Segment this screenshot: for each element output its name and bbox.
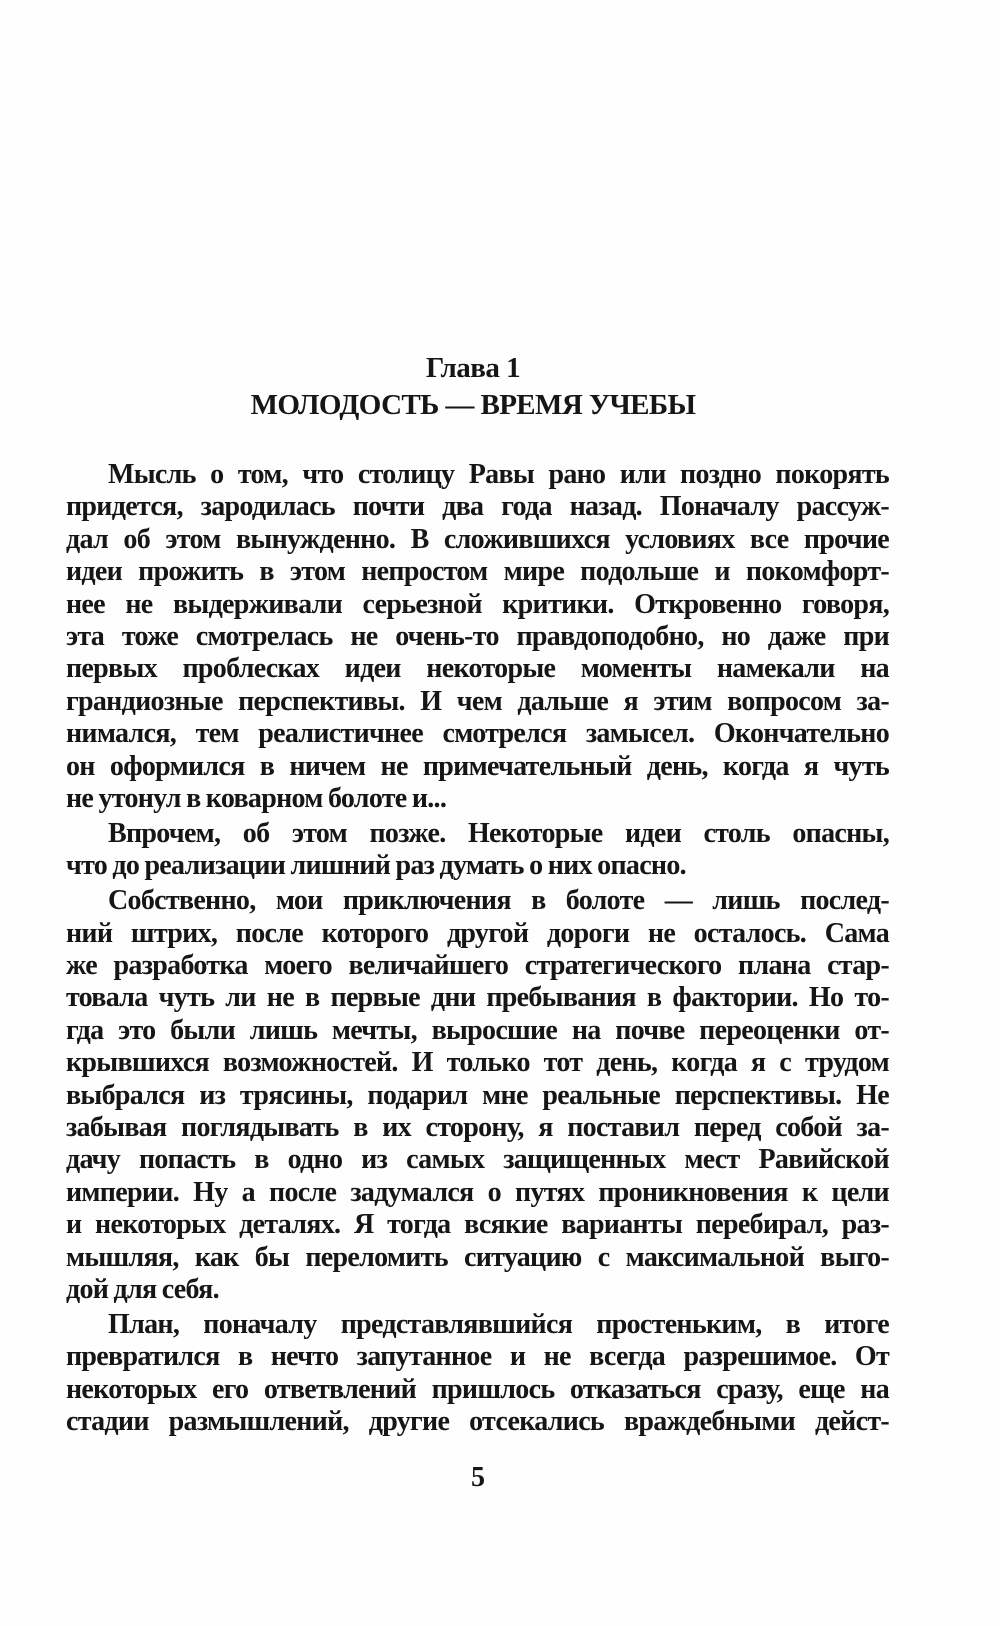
text-line: товала чуть ли не в первые дни пребывания в фактории. Но то-	[66, 982, 889, 1014]
text-line: же разработка моего величайшего стратегического плана стар-	[66, 950, 889, 982]
text-line: империи. Ну а после задумался о путях проникновения к цели	[66, 1176, 889, 1208]
text-line: Собственно, мои приключения в болоте — лишь послед-	[108, 885, 889, 917]
text-line: крывшихся возможностей. И только тот день, когда я с трудом	[66, 1047, 889, 1079]
paragraph	[66, 818, 889, 883]
chapter-label: Глава 1	[425, 352, 521, 384]
text-line: дачу попасть в одно из самых защищенных мест Равийской	[66, 1144, 889, 1176]
text-line: эта тоже смотрелась не очень-то правдоподобно, но даже при	[66, 620, 889, 652]
text-line: он оформился в ничем не примечательный день, когда я чуть	[66, 750, 889, 782]
text-line: гда это были лишь мечты, выросшие на почве переоценки от-	[66, 1014, 889, 1046]
text-line: выбрался из трясины, подарил мне реальные перспективы. Не	[66, 1079, 889, 1111]
text-line: грандиозные перспективы. И чем дальше я этим вопросом за-	[66, 685, 889, 717]
text-line: придется, зародилась почти два года назад. Поначалу рассуж-	[66, 491, 889, 523]
text-line: План, поначалу представлявшийся простеньким, в итоге	[108, 1308, 889, 1340]
text-line: дал об этом вынужденно. В сложившихся условиях все прочие	[66, 523, 889, 555]
text-line: ний штрих, после которого другой дороги не осталось. Сама	[66, 917, 889, 949]
paragraph	[66, 459, 889, 815]
text-line: некоторых его ответвлений пришлось отказаться сразу, еще на	[66, 1373, 889, 1405]
text-line: превратился в нечто запутанное и не всегда разрешимое. От	[66, 1341, 889, 1373]
paragraph	[66, 885, 889, 1306]
paragraph	[66, 1309, 889, 1439]
text-line: забывая поглядывать в их сторону, я поставил перед собой за-	[66, 1112, 889, 1143]
chapter-body	[66, 459, 889, 1439]
text-line: что до реализации лишний раз думать о них опасно.	[66, 850, 686, 882]
text-line: нимался, тем реалистичнее смотрелся замысел. Окончательно	[66, 718, 889, 750]
text-line: не утонул в коварном болоте и...	[66, 782, 447, 814]
text-line: дой для себя.	[66, 1273, 219, 1305]
text-line: идеи прожить в этом непростом мире подольше и покомфорт-	[66, 556, 889, 588]
text-line: первых проблесках идеи некоторые моменты намекали на	[66, 653, 889, 685]
text-line: мышляя, как бы переломить ситуацию с максимальной выго-	[66, 1241, 889, 1273]
chapter-title: МОЛОДОСТЬ — ВРЕМЯ УЧЕБЫ	[250, 389, 696, 421]
text-line: стадии размышлений, другие отсекались враждебными дейст-	[66, 1406, 889, 1438]
text-line: нее не выдерживали серьезной критики. Откровенно говоря,	[66, 588, 889, 620]
page-number: 5	[471, 1462, 485, 1493]
text-line: Впрочем, об этом позже. Некоторые идеи столь опасны,	[108, 817, 889, 849]
text-line: Мысль о том, что столицу Равы рано или поздно покорять	[108, 459, 889, 490]
text-line: и некоторых деталях. Я тогда всякие варианты перебирал, раз-	[66, 1209, 889, 1241]
